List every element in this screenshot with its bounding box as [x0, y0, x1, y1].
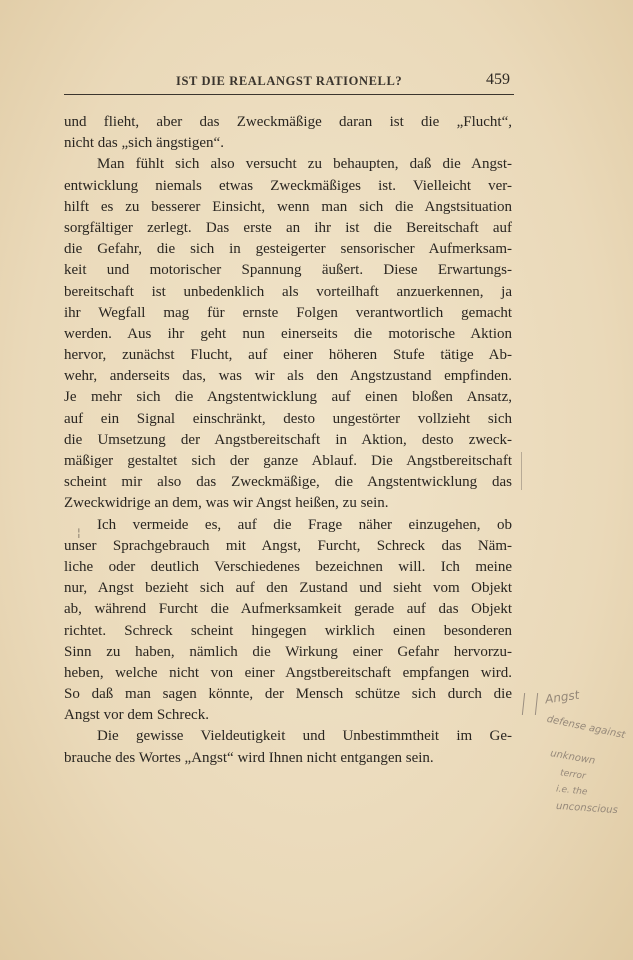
text-line: nur, Angst bezieht sich auf den Zustand und sieht vom Objekt	[64, 580, 512, 597]
text-line: werden. Aus ihr geht nun einerseits die motorische Aktion	[64, 325, 512, 342]
text-line: Zweckwidrige an dem, was wir Angst heißen, zu sein.	[64, 495, 389, 512]
text-line: brauche des Wortes „Angst“ wird Ihnen nicht entgangen sein.	[64, 749, 434, 766]
body-text	[64, 112, 512, 769]
running-title: IST DIE REALANGST RATIONELL?	[176, 74, 403, 88]
text-line: unser Sprachgebrauch mit Angst, Furcht, Schreck das Näm-	[64, 537, 512, 554]
text-line: keit und motorischer Spannung äußert. Diese Erwartungs-	[64, 262, 512, 279]
text-line: wehr, anderseits das, was wir als den Angstzustand empfinden.	[64, 368, 512, 385]
text-line: So daß man sagen könnte, der Mensch schütze sich durch die	[64, 686, 512, 703]
text-line: hervor, zunächst Flucht, auf einer höheren Stufe tätige Ab-	[64, 347, 512, 364]
text-line: liche oder deutlich Verschiedenes bezeichnen will. Ich meine	[64, 558, 512, 575]
header-rule	[64, 94, 514, 95]
margin-note-line: terror	[559, 768, 587, 782]
text-line: die Umsetzung der Angstbereitschaft in Aktion, desto zweck-	[64, 431, 512, 448]
text-line: scheint mir also das Zweckmäßige, die Angstentwicklung das	[64, 474, 512, 491]
margin-tick-mark: ¦	[77, 526, 81, 539]
text-line: und flieht, aber das Zweckmäßige daran ist die „Flucht“,	[64, 114, 512, 130]
margin-note-angst: Angst	[544, 687, 581, 707]
paragraph-start-line: Die gewisse Vieldeutigkeit und Unbestimmtheit im Ge-	[97, 728, 512, 745]
paragraph-start-line: Man fühlt sich also versucht zu behaupten, daß die Angst-	[97, 156, 512, 173]
margin-bracket-mark	[522, 693, 538, 715]
text-line: sorgfältiger zerlegt. Das erste an ihr ist die Bereitschaft auf	[64, 219, 512, 236]
text-line: die Gefahr, die sich in gesteigerter sensorischer Aufmerksam-	[64, 241, 512, 258]
margin-note-line: unknown	[549, 748, 597, 767]
text-line: Angst vor dem Schreck.	[64, 707, 209, 724]
margin-note-line: defense against	[545, 713, 627, 742]
margin-pencil-line	[521, 452, 522, 490]
text-line: Je mehr sich die Angstentwicklung auf einen bloßen Ansatz,	[64, 389, 512, 406]
margin-note-line: i.e. the	[555, 784, 588, 798]
text-line: richtet. Schreck scheint hingegen wirklich einen besonderen	[64, 622, 512, 639]
margin-note-line: unconscious	[555, 800, 619, 817]
page-header	[64, 70, 512, 90]
page-number: 459	[486, 71, 510, 88]
text-line: mäßiger gestaltet sich der ganze Ablauf. Die Angstbereitschaft	[64, 453, 512, 469]
text-line: ihr Wegfall mag für ernste Folgen verantwortlich gemacht	[64, 304, 512, 321]
paragraph-start-line: Ich vermeide es, auf die Frage näher einzugehen, ob	[97, 516, 512, 533]
text-line: heben, welche nicht von einer Angstbereitschaft empfangen wird.	[64, 664, 512, 681]
text-line: bereitschaft ist unbedenklich als vorteilhaft anzuerkennen, ja	[64, 283, 512, 300]
text-line: ab, während Furcht die Aufmerksamkeit gerade auf das Objekt	[64, 601, 512, 618]
text-line: hilft es zu besserer Einsicht, wenn man sich die Angstsituation	[64, 198, 512, 215]
text-line: nicht das „sich ängstigen“.	[64, 135, 224, 152]
text-line: entwicklung niemals etwas Zweckmäßiges ist. Vielleicht ver-	[64, 177, 512, 194]
text-line: auf ein Signal einschränkt, desto ungestörter vollzieht sich	[64, 410, 512, 427]
text-line: Sinn zu haben, nämlich die Wirkung einer Gefahr hervorzu-	[64, 643, 512, 660]
